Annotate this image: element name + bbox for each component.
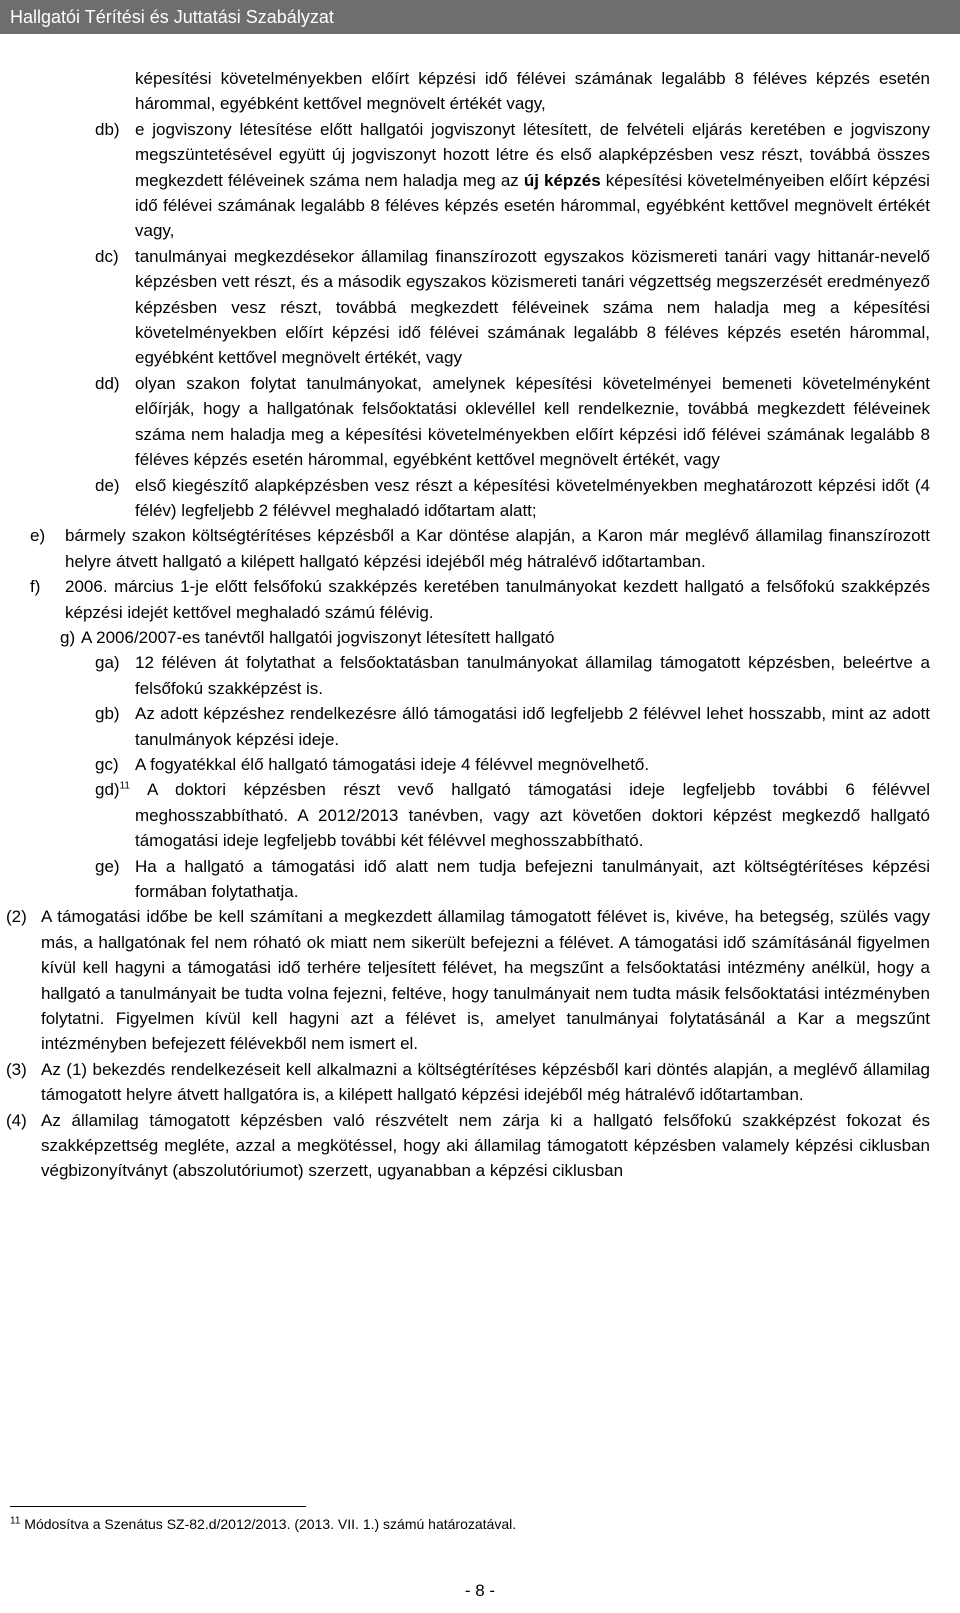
page-number: - 8 -: [464, 1581, 496, 1600]
paragraph-label: ge): [95, 856, 120, 876]
paragraph-label: dc): [95, 246, 119, 266]
paragraph-label: f): [30, 577, 41, 597]
paragraph-gd: [95, 777, 930, 853]
document-header: [0, 0, 960, 34]
paragraph-text: e jogviszony létesítése előtt hallgatói jogviszonyt létesített, de felvételi eljárás keretében e jogviszony megszüntetésével együtt új jogviszonyt hozott létre és első alapképzésben vesz részt, továbbá összes megkezdett féléveinek száma nem haladja meg az: [135, 119, 930, 190]
paragraph-label: de): [95, 475, 120, 495]
paragraph-de: [95, 473, 930, 524]
paragraph-text: tanulmányai megkezdésekor államilag finanszírozott egyszakos közismereti tanári vagy hittanár-nevelő képzésben vett részt, és a második egyszakos közismereti tanári végzettség megszerzését eredményező képzésben vesz részt, továbbá megkezdett féléveinek száma nem haladja meg a képesítési követelményekben előírt képzési idő félévei számának legalább 8 féléves képzés esetén hárommal, egyébként kettővel megnövelt értékét, vagy: [135, 246, 930, 368]
paragraph-4: [6, 1108, 930, 1184]
paragraph-text: A doktori képzésben részt vevő hallgató támogatási ideje legfeljebb további 6 félévvel meghosszabbítható. A 2012/2013 tanévben, vagy azt követően doktori képzést megkezdő hallgató támogatási ideje legfeljebb további két félévvel meghosszabbítható.: [135, 780, 930, 851]
paragraph-label: db): [95, 119, 120, 139]
paragraph-text: Az államilag támogatott képzésben való részvételt nem zárja ki a hallgató felsőfokú szakképzést fokozat és szakképzettség megléte, azzal a megkötéssel, hogy aki államilag támogatott képzésben valamely képzési ciklusban végbizonyítványt (abszolutóriumot) szerzett, ugyanabban a képzési ciklusban: [41, 1110, 930, 1181]
paragraph-label: (3): [6, 1059, 27, 1079]
paragraph-label: gc): [95, 754, 119, 774]
paragraph-label-with-footnote: [95, 777, 130, 802]
paragraph-ge: [95, 854, 930, 905]
paragraph-text: bármely szakon költségtérítéses képzésből a Kar döntése alapján, a Karon már meglévő államilag finanszírozott helyre átvett hallgató a kilépett hallgató képzési idejéből még hátralévő időtartamban.: [65, 526, 930, 571]
paragraph-db: [95, 117, 930, 244]
paragraph-gc: [95, 752, 930, 777]
paragraph-text: 2006. március 1-je előtt felsőfokú szakképzés keretében tanulmányokat kezdett hallgató a felsőfokú szakképzés képzési idejét kettővel meghaladó számú félévig.: [65, 577, 930, 622]
paragraph-ga: [95, 650, 930, 701]
paragraph-text-2: képesítési követelményeiben előírt képzési idő félévei számának legalább 8 féléves képzés esetén hárommal, egyébként kettővel megnövelt értékét vagy,: [135, 170, 930, 241]
paragraph-text: A fogyatékkal élő hallgató támogatási ideje 4 félévvel megnövelhető.: [135, 754, 650, 774]
paragraph-dd: [95, 371, 930, 473]
bold-text: új képzés: [523, 170, 601, 190]
paragraph-text: Ha a hallgató a támogatási idő alatt nem tudja befejezni tanulmányait, azt költségtérítéses képzési formában folytathatja.: [135, 856, 930, 901]
paragraph-dc: [95, 244, 930, 371]
paragraph-text: 12 féléven át folytathat a felsőoktatásban tanulmányokat államilag támogatott képzésben, beleértve a felsőfokú szakképzést is.: [135, 653, 930, 698]
paragraph-label: (2): [6, 907, 27, 927]
paragraph-text: A 2006/2007-es tanévtől hallgatói jogviszonyt létesített hallgató: [81, 627, 555, 647]
paragraph-2: [6, 904, 930, 1056]
document-body: [0, 66, 960, 1184]
footnote-ref[interactable]: 11: [119, 780, 130, 792]
paragraph-label: g): [60, 627, 76, 647]
paragraph-label: gb): [95, 704, 120, 724]
paragraph-e: [30, 523, 930, 574]
paragraph-text: képesítési követelményekben előírt képzési idő félévei számának legalább 8 féléves képzés esetén hárommal, egyébként kettővel megnövelt értékét vagy,: [135, 69, 930, 114]
footnote: [10, 1516, 516, 1532]
paragraph-gb: [95, 701, 930, 752]
document-title: Hallgatói Térítési és Juttatási Szabályzat: [10, 7, 334, 27]
paragraph-f: [30, 574, 930, 625]
footnote-number: 11: [10, 1515, 21, 1527]
paragraph-text: A támogatási időbe be kell számítani a megkezdett államilag támogatott félévet is, kivéve, ha betegség, szülés vagy más, a hallgatónak fel nem róható ok miatt nem sikerült befejezni a félévet. A támogatási idő számításánál figyelmen kívül kell hagyni a támogatási idő terhére teljesített félévet, ha megszűnt a felsőoktatási intézmény anélkül, hogy a hallgató a tanulmányait be tudta volna fejezni, feltéve, hogy tanulmányait nem tudta másik felsőoktatási intézményben folytatni. Figyelmen kívül kell hagyni azt a félévet is, amelyet tanulmányai folytatásánál a Kar a megszűnt intézményben befejezett félévekből nem ismert el.: [41, 907, 930, 1054]
paragraph-text: első kiegészítő alapképzésben vesz részt a képesítési követelményekben meghatározott képzési időt (4 félév) legfeljebb 2 félévvel meghaladó időtartam alatt;: [135, 475, 930, 520]
paragraph-text: Az (1) bekezdés rendelkezéseit kell alkalmazni a költségtérítéses képzésből kari döntés alapján, a meglévő államilag támogatott helyre átvett hallgatóra is, a kilépett hallgató képzési idejéből még hátralévő időtartamban.: [41, 1059, 930, 1105]
footnote-text: Módosítva a Szenátus SZ-82.d/2012/2013. (2013. VII. 1.) számú határozatával.: [24, 1516, 517, 1532]
paragraph-g: [60, 625, 930, 650]
paragraph-label: (4): [6, 1110, 27, 1130]
paragraph-continuation: [135, 66, 930, 117]
paragraph-label: dd): [95, 373, 120, 393]
paragraph-label: gd): [95, 780, 120, 800]
paragraph-text: Az adott képzéshez rendelkezésre álló támogatási idő legfeljebb 2 félévvel lehet hosszabb, mint az adott tanulmányok képzési ideje.: [135, 704, 930, 749]
paragraph-label: ga): [95, 653, 120, 673]
paragraph-3: [6, 1057, 930, 1108]
paragraph-text: olyan szakon folytat tanulmányokat, amelynek képesítési követelményei bemeneti követelményként előírják, hogy a hallgatónak felsőoktatási oklevéllel kell rendelkeznie, továbbá megkezdett féléveinek száma nem haladja meg a képesítési követelményekben előírt képzési idő félévei számának legalább 8 féléves képzés esetén hárommal, egyébként kettővel megnövelt értékét, vagy: [135, 373, 930, 470]
paragraph-label: e): [30, 526, 46, 546]
footnote-separator: [10, 1506, 306, 1507]
